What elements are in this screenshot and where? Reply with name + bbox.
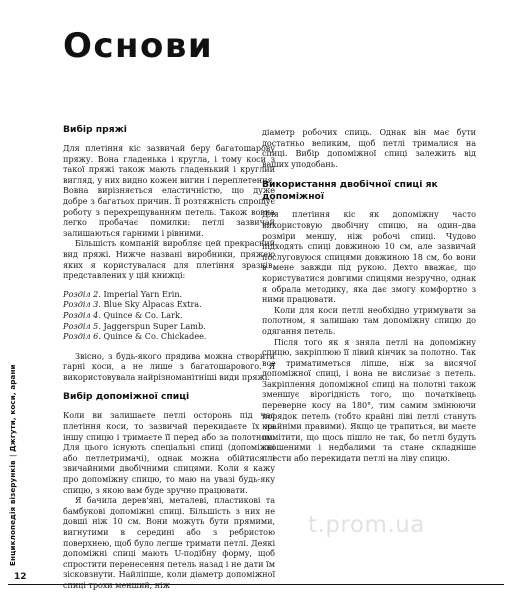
page-number: 12 (14, 572, 27, 582)
list-item (63, 310, 275, 321)
list-item-ref: Розділ 4. (63, 309, 101, 320)
paragraph: Більшість компаній виробляє цей прекрасний вид пряжі. Нижче названі виробники, пряжею яких я користувалася для плетіння зразків, представлених у цій книжці: (63, 238, 275, 281)
section-aux-needle (63, 391, 275, 590)
paragraph: Для плетіння кіс зазвичай беру багатошарову пряжу. Вона гладенька і кругла, і тому коси з такої пряжі також мають гладенький і круглий вигляд, у них видно кожен вигин і переплетення. Вовна вирізняється еластичністю, що дуже добре з багатьох причин. Її розтяжність спрощує роботу з перехрещуванням петель. Також вовна легко пробачає помилки: петлі зазвичай залишаються гарними і рівними. (63, 143, 275, 238)
list-item-ref: Розділ 5. (63, 320, 101, 331)
watermark: t.prom.ua (308, 512, 425, 538)
list-item-ref: Розділ 3. (63, 299, 101, 310)
heading-aux-needle: Вибір допоміжної спиці (63, 391, 190, 403)
list-item-ref: Розділ 2. (63, 288, 101, 299)
list-item-text: Imperial Yarn Erin. (103, 288, 183, 299)
heading-yarn: Вибір пряжі (63, 124, 127, 135)
paragraph: Для плетіння кіс як допоміжну часто використовую двобічну спицю, на один–два розміри меншу, ніж робочі спиці. Чудово підходять спиці довжиною 10 см, але зазвичай послуговуюся спицями довжиною 18 см, бо вони в мене завжди під рукою. Дехто вважає, що користуватися довгими спицями незручно, однак я обрала методику, яка дає змогу комфортно з ними працювати. (262, 209, 476, 305)
paragraph: Коли для коси петлі необхідно утримувати за полотном, я залишаю там допоміжну спицю до одягання петель. (262, 304, 476, 336)
right-column (262, 127, 476, 464)
list-item (63, 321, 275, 332)
page-rule (8, 584, 504, 585)
paragraph: Після того як я зняла петлі на допоміжну спицю, закріплюю її лівий кінчик за полотно. Так все триматиметься ліпше, ніж за висячої допоміжної спиці, і вона не вислизає з петель. Закріплення допоміжної спиці на полотні також зменшує вірогідність того, що початківець переверне косу на 180°, тим самим змінюючи порядок петель (тобто крайні ліві петлі стануть крайніми правими). Якщо це трапиться, ви маєте помітити, що щось пішло не так, бо петлі будуть скошеними і недбалими та стане складніше плести або перекидати петлі на ліву спицю. (262, 336, 476, 464)
paragraph: Я бачила дерев'яні, металеві, пластикові та бамбукові допоміжні спиці. Більшість з них не довші ніж 10 см. Вони можуть бути прямими, вигнутими в середині або з ребристою поверхнею, щоб було легше тримати петлі. Деякі допоміжні спиці мають U-подібну форму, щоб спростити перенесення петель назад і не дати їм зісковзнути. Найліпше, коли діаметр допоміжної (63, 495, 275, 580)
side-tab-book: Енциклопедія візерунків (8, 460, 17, 566)
side-tab-separator: | (8, 454, 17, 458)
heading-double-needle: Використання двобічної спиці як допоміжної (262, 179, 438, 203)
paragraph: Звісно, з будь-якого прядива можна створити гарні коси, а не лише з багатошарового. Я використовувала найрізноманітніші види пряжі. (63, 350, 275, 382)
side-tab (8, 364, 20, 566)
list-item-text: Quince & Co. Chickadee. (103, 331, 207, 342)
yarn-list (63, 289, 275, 342)
list-item-text: Jaggerspun Super Lamb. (103, 320, 206, 331)
list-item (63, 299, 275, 310)
paragraph: діаметр робочих спиць. Однак він має бути достатньо великим, щоб петлі трималися на спиці. Вибір допоміжної спиці залежить від ваших уподобань. (262, 127, 476, 169)
list-item (63, 331, 275, 342)
list-item-ref: Розділ 6. (63, 331, 101, 342)
paragraph: Коли ви залишаєте петлі осторонь під час плетіння коси, то зазвичай перекидаєте їх на іншу спицю і тримаєте її перед або за полотном. Для цього існують спеціальні спиці (допоміжні або петлетримачі), однак можна обійтися і звичайними двобічними спицями. Коли я кажу про допоміжну спицю, то маю на увазі будь-яку спицю, з якою вам буде зручно працювати. (63, 410, 275, 495)
left-column (63, 124, 275, 591)
list-item-text: Blue Sky Alpacas Extra. (103, 299, 202, 310)
side-tab-chapter: Джгути, коси, арани (8, 364, 17, 452)
page-title: Основи (63, 26, 214, 66)
list-item (63, 289, 275, 300)
list-item-text: Quince & Co. Lark. (103, 309, 183, 320)
